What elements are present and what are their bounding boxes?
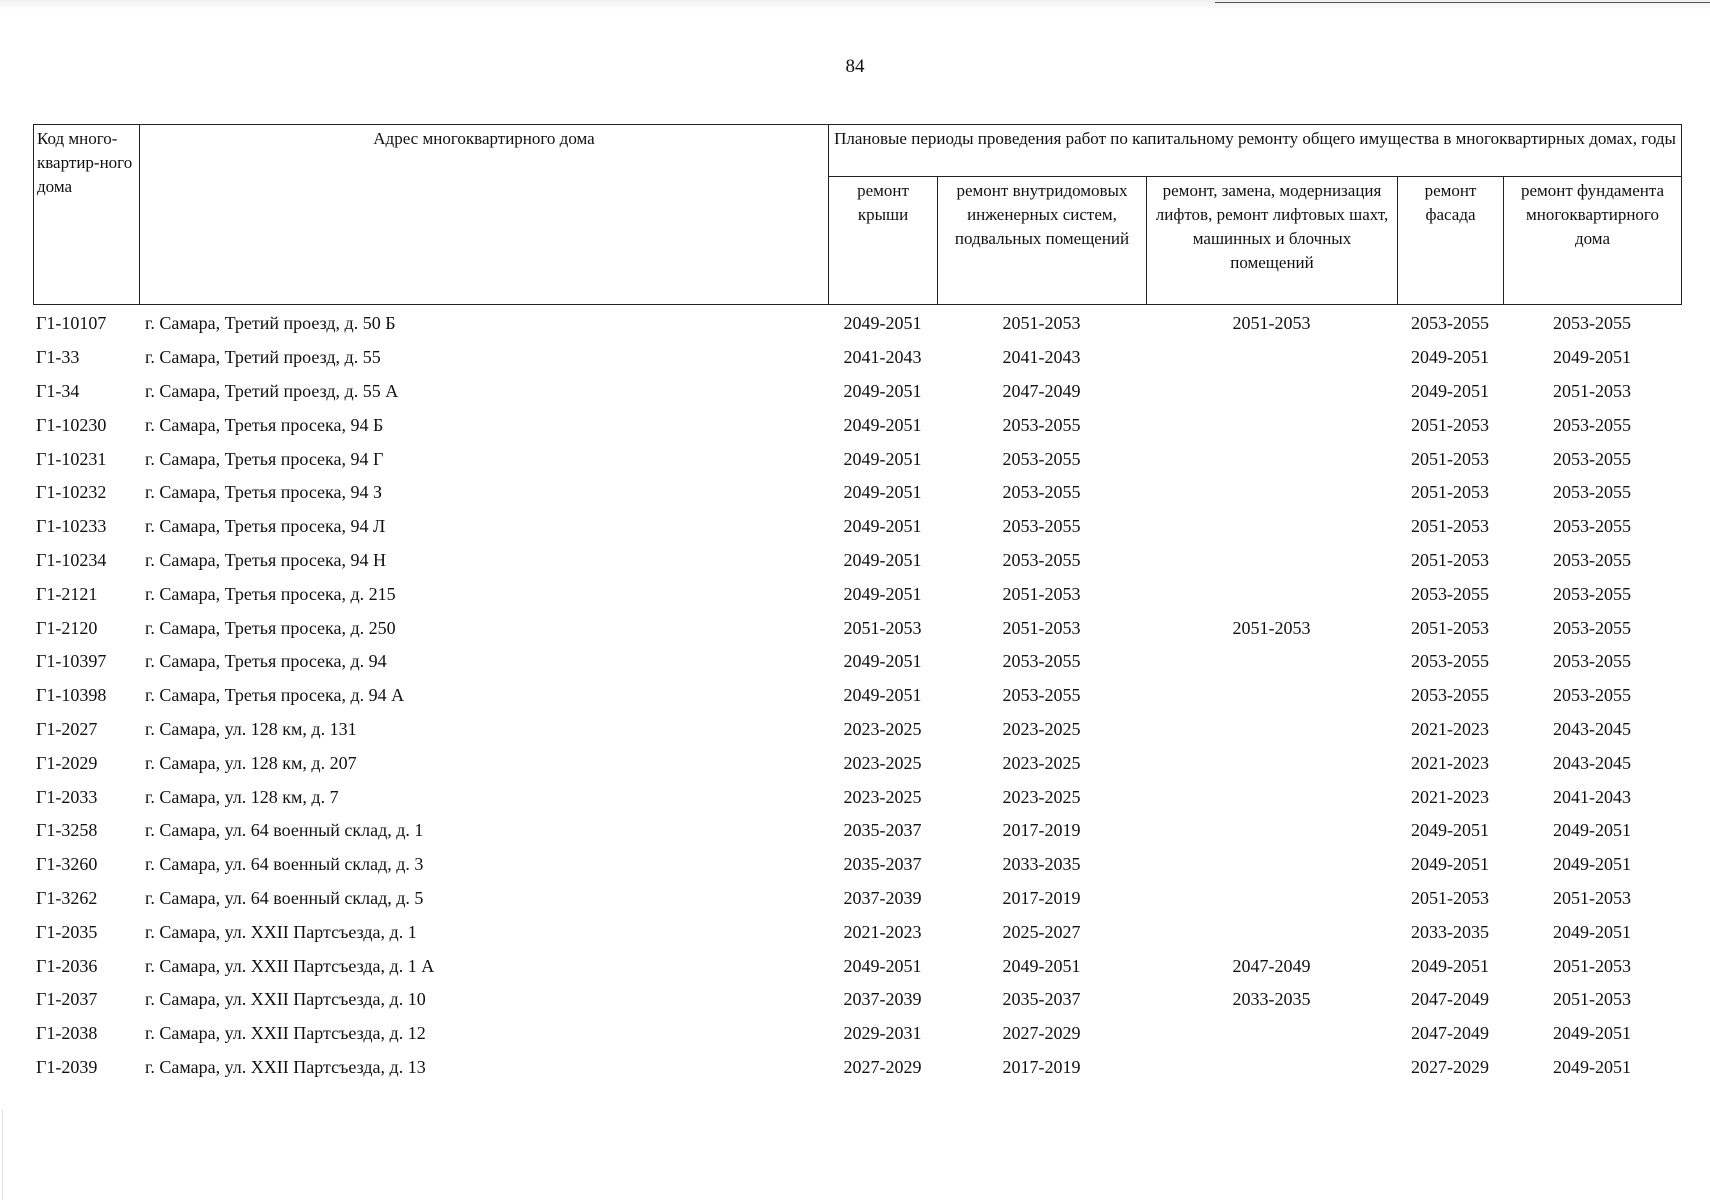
period-roof: 2035-2037 (843, 820, 922, 841)
period-elevators (1146, 882, 1397, 916)
period-engineering: 2053-2055 (1002, 549, 1081, 570)
table-row (33, 780, 1681, 814)
period-roof: 2049-2051 (843, 685, 922, 706)
table-row (33, 746, 1681, 780)
table-row (33, 882, 1681, 916)
table-header (33, 124, 1682, 305)
scan-edge-line (1215, 2, 1710, 3)
period-elevators (1146, 577, 1397, 611)
data-table (33, 307, 1681, 1084)
period-engineering: 2053-2055 (1002, 414, 1081, 435)
table-row (33, 848, 1681, 882)
house-code: Г1-2121 (36, 583, 98, 604)
table-row (33, 1017, 1681, 1051)
period-engineering: 2033-2035 (1002, 854, 1081, 875)
house-code: Г1-2038 (36, 1023, 98, 1044)
period-elevators (1146, 476, 1397, 510)
house-address: г. Самара, ул. XXII Партсъезда, д. 12 (145, 1023, 426, 1044)
period-engineering: 2053-2055 (1002, 651, 1081, 672)
period-elevators (1146, 915, 1397, 949)
period-facade: 2049-2051 (1411, 955, 1489, 976)
period-facade: 2033-2035 (1411, 921, 1489, 942)
house-code: Г1-3258 (36, 820, 98, 841)
period-elevators (1146, 848, 1397, 882)
header-address: Адрес многоквартирного дома (140, 125, 829, 305)
period-engineering: 2053-2055 (1002, 516, 1081, 537)
period-roof: 2049-2051 (843, 414, 922, 435)
house-code: Г1-10397 (36, 651, 107, 672)
period-engineering: 2023-2025 (1002, 786, 1081, 807)
table-row (33, 611, 1681, 645)
period-elevators (1146, 645, 1397, 679)
period-roof: 2049-2051 (843, 380, 922, 401)
period-roof: 2049-2051 (843, 583, 922, 604)
period-elevators: 2051-2053 (1232, 313, 1311, 334)
house-code: Г1-2037 (36, 989, 98, 1010)
table-row (33, 307, 1681, 341)
period-roof: 2023-2025 (843, 752, 922, 773)
house-address: г. Самара, ул. XXII Партсъезда, д. 13 (145, 1056, 426, 1077)
period-foundation: 2053-2055 (1553, 583, 1631, 604)
period-foundation: 2051-2053 (1553, 380, 1631, 401)
period-engineering: 2017-2019 (1002, 887, 1081, 908)
period-foundation: 2053-2055 (1553, 549, 1631, 570)
period-foundation: 2049-2051 (1553, 854, 1631, 875)
house-code: Г1-3262 (36, 887, 98, 908)
house-code: Г1-2039 (36, 1056, 98, 1077)
period-elevators (1146, 510, 1397, 544)
house-address: г. Самара, ул. 128 км, д. 7 (145, 786, 339, 807)
table-row (33, 949, 1681, 983)
period-roof: 2049-2051 (843, 448, 922, 469)
house-code: Г1-2035 (36, 921, 98, 942)
table-row (33, 679, 1681, 713)
period-facade: 2051-2053 (1411, 617, 1489, 638)
period-elevators (1146, 375, 1397, 409)
house-address: г. Самара, ул. XXII Партсъезда, д. 1 А (145, 955, 435, 976)
period-elevators (1146, 713, 1397, 747)
period-elevators (1146, 341, 1397, 375)
period-foundation: 2051-2053 (1553, 887, 1631, 908)
period-facade: 2053-2055 (1411, 651, 1489, 672)
house-address: г. Самара, Третья просека, 94 Н (145, 549, 386, 570)
period-elevators: 2033-2035 (1232, 989, 1311, 1010)
period-facade: 2021-2023 (1411, 752, 1489, 773)
period-roof: 2023-2025 (843, 718, 922, 739)
house-address: г. Самара, Третий проезд, д. 55 А (145, 380, 399, 401)
period-elevators: 2051-2053 (1232, 617, 1311, 638)
period-facade: 2049-2051 (1411, 347, 1489, 368)
house-address: г. Самара, ул. XXII Партсъезда, д. 1 (145, 921, 417, 942)
house-address: г. Самара, Третий проезд, д. 50 Б (145, 313, 396, 334)
house-code: Г1-10107 (36, 313, 107, 334)
house-address: г. Самара, ул. 64 военный склад, д. 1 (145, 820, 424, 841)
period-facade: 2051-2053 (1411, 549, 1489, 570)
header-engineering: ремонт внутридомовых инженерных систем, подвальных помещений (938, 177, 1147, 305)
period-facade: 2047-2049 (1411, 989, 1489, 1010)
period-elevators (1146, 442, 1397, 476)
house-code: Г1-2027 (36, 718, 98, 739)
house-address: г. Самара, Третья просека, 94 Л (145, 516, 386, 537)
house-code: Г1-10232 (36, 482, 107, 503)
header-roof: ремонт крыши (829, 177, 938, 305)
period-roof: 2027-2029 (843, 1056, 922, 1077)
table-row (33, 375, 1681, 409)
period-foundation: 2051-2053 (1553, 989, 1631, 1010)
house-address: г. Самара, ул. 128 км, д. 207 (145, 752, 357, 773)
period-engineering: 2051-2053 (1002, 617, 1081, 638)
period-foundation: 2049-2051 (1553, 347, 1631, 368)
house-code: Г1-2120 (36, 617, 98, 638)
period-facade: 2053-2055 (1411, 583, 1489, 604)
period-foundation: 2049-2051 (1553, 921, 1631, 942)
table-row (33, 814, 1681, 848)
period-roof: 2037-2039 (843, 887, 922, 908)
period-engineering: 2053-2055 (1002, 482, 1081, 503)
house-address: г. Самара, Третья просека, 94 Б (145, 414, 384, 435)
period-foundation: 2053-2055 (1553, 651, 1631, 672)
table-row (33, 510, 1681, 544)
house-code: Г1-3260 (36, 854, 98, 875)
period-roof: 2041-2043 (843, 347, 922, 368)
period-elevators (1146, 679, 1397, 713)
period-roof: 2037-2039 (843, 989, 922, 1010)
table-row (33, 442, 1681, 476)
house-code: Г1-33 (36, 347, 80, 368)
period-facade: 2049-2051 (1411, 380, 1489, 401)
table-row (33, 544, 1681, 578)
house-address: г. Самара, ул. 64 военный склад, д. 3 (145, 854, 424, 875)
house-code: Г1-10233 (36, 516, 107, 537)
header-elevators: ремонт, замена, модернизация лифтов, ремонт лифтовых шахт, машинных и блочных помещений (1147, 177, 1398, 305)
period-elevators (1146, 746, 1397, 780)
period-facade: 2051-2053 (1411, 448, 1489, 469)
house-code: Г1-10231 (36, 448, 107, 469)
house-address: г. Самара, Третья просека, д. 215 (145, 583, 396, 604)
period-facade: 2051-2053 (1411, 414, 1489, 435)
period-elevators (1146, 814, 1397, 848)
period-roof: 2049-2051 (843, 651, 922, 672)
period-engineering: 2017-2019 (1002, 1056, 1081, 1077)
period-roof: 2023-2025 (843, 786, 922, 807)
house-address: г. Самара, Третья просека, д. 94 А (145, 685, 405, 706)
period-engineering: 2051-2053 (1002, 583, 1081, 604)
period-engineering: 2047-2049 (1002, 380, 1081, 401)
table-row (33, 341, 1681, 375)
house-code: Г1-34 (36, 380, 80, 401)
table-row (33, 915, 1681, 949)
period-foundation: 2053-2055 (1553, 414, 1631, 435)
header-periods-group: Плановые периоды проведения работ по капитальному ремонту общего имущества в многоквартирных домах, годы (829, 125, 1682, 177)
period-foundation: 2043-2045 (1553, 752, 1631, 773)
period-engineering: 2027-2029 (1002, 1023, 1081, 1044)
table-row (33, 577, 1681, 611)
scan-left-edge (2, 1110, 3, 1200)
house-code: Г1-2036 (36, 955, 98, 976)
period-facade: 2049-2051 (1411, 820, 1489, 841)
period-engineering: 2023-2025 (1002, 718, 1081, 739)
period-roof: 2029-2031 (843, 1023, 922, 1044)
period-foundation: 2053-2055 (1553, 617, 1631, 638)
table-row (33, 713, 1681, 747)
house-address: г. Самара, ул. 128 км, д. 131 (145, 718, 357, 739)
period-elevators: 2047-2049 (1232, 955, 1311, 976)
header-foundation: ремонт фундамента многоквартирного дома (1504, 177, 1682, 305)
period-facade: 2051-2053 (1411, 887, 1489, 908)
house-address: г. Самара, Третья просека, 94 Г (145, 448, 384, 469)
page-number: 84 (845, 56, 865, 77)
period-roof: 2035-2037 (843, 854, 922, 875)
house-address: г. Самара, Третья просека, 94 З (145, 482, 383, 503)
period-elevators (1146, 408, 1397, 442)
period-roof: 2049-2051 (843, 549, 922, 570)
period-foundation: 2049-2051 (1553, 1023, 1631, 1044)
period-facade: 2049-2051 (1411, 854, 1489, 875)
period-elevators (1146, 544, 1397, 578)
period-foundation: 2053-2055 (1553, 448, 1631, 469)
period-foundation: 2053-2055 (1553, 313, 1631, 334)
period-roof: 2049-2051 (843, 955, 922, 976)
house-code: Г1-10230 (36, 414, 107, 435)
house-address: г. Самара, Третья просека, д. 94 (145, 651, 387, 672)
period-roof: 2021-2023 (843, 921, 922, 942)
header-facade: ремонт фасада (1398, 177, 1504, 305)
house-address: г. Самара, ул. XXII Партсъезда, д. 10 (145, 989, 426, 1010)
house-code: Г1-10398 (36, 685, 107, 706)
table-body (33, 307, 1681, 1084)
house-code: Г1-2033 (36, 786, 98, 807)
period-facade: 2053-2055 (1411, 685, 1489, 706)
period-facade: 2051-2053 (1411, 516, 1489, 537)
table-row (33, 408, 1681, 442)
period-foundation: 2053-2055 (1553, 516, 1631, 537)
house-address: г. Самара, Третья просека, д. 250 (145, 617, 396, 638)
table-row (33, 645, 1681, 679)
table-row (33, 983, 1681, 1017)
period-foundation: 2049-2051 (1553, 1056, 1631, 1077)
period-facade: 2021-2023 (1411, 786, 1489, 807)
period-engineering: 2023-2025 (1002, 752, 1081, 773)
period-foundation: 2053-2055 (1553, 685, 1631, 706)
period-foundation: 2053-2055 (1553, 482, 1631, 503)
period-roof: 2049-2051 (843, 482, 922, 503)
period-facade: 2021-2023 (1411, 718, 1489, 739)
header-code: Код много-квартир-ного дома (34, 125, 140, 305)
period-engineering: 2049-2051 (1002, 955, 1081, 976)
period-roof: 2051-2053 (843, 617, 922, 638)
period-engineering: 2025-2027 (1002, 921, 1081, 942)
period-roof: 2049-2051 (843, 313, 922, 334)
house-address: г. Самара, Третий проезд, д. 55 (145, 347, 381, 368)
house-code: Г1-2029 (36, 752, 98, 773)
period-roof: 2049-2051 (843, 516, 922, 537)
house-code: Г1-10234 (36, 549, 107, 570)
period-elevators (1146, 1017, 1397, 1051)
period-elevators (1146, 1051, 1397, 1085)
period-foundation: 2043-2045 (1553, 718, 1631, 739)
table-row (33, 476, 1681, 510)
period-foundation: 2041-2043 (1553, 786, 1631, 807)
period-foundation: 2049-2051 (1553, 820, 1631, 841)
table-row (33, 1051, 1681, 1085)
period-facade: 2053-2055 (1411, 313, 1489, 334)
period-elevators (1146, 780, 1397, 814)
period-engineering: 2041-2043 (1002, 347, 1081, 368)
period-engineering: 2053-2055 (1002, 448, 1081, 469)
period-foundation: 2051-2053 (1553, 955, 1631, 976)
period-facade: 2051-2053 (1411, 482, 1489, 503)
period-engineering: 2017-2019 (1002, 820, 1081, 841)
period-engineering: 2053-2055 (1002, 685, 1081, 706)
house-address: г. Самара, ул. 64 военный склад, д. 5 (145, 887, 424, 908)
period-facade: 2027-2029 (1411, 1056, 1489, 1077)
period-facade: 2047-2049 (1411, 1023, 1489, 1044)
period-engineering: 2035-2037 (1002, 989, 1081, 1010)
period-engineering: 2051-2053 (1002, 313, 1081, 334)
